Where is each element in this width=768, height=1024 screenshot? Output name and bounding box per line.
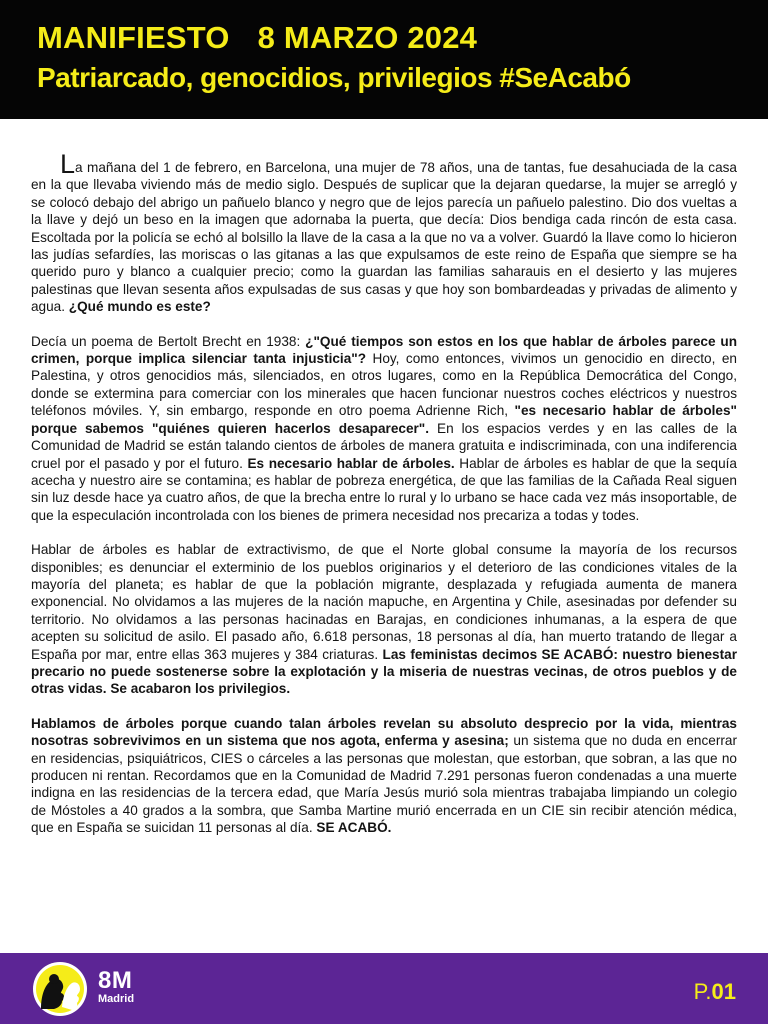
bold-text-run: ¿"Qué tiempos son estos en los que hablar de árboles parece un crimen, porque implica silenciar tanta injusticia"? bbox=[31, 333, 738, 367]
paragraph-1 bbox=[31, 149, 737, 316]
manifesto-title bbox=[37, 20, 477, 56]
text-run: a mañana del 1 de febrero, en Barcelona, una mujer de 78 años, una de tantas, fue desahuciada de la casa en la que llevaba viviendo más de medio siglo. Después de suplicar que la dejaran quedarse, la mujer se arregló y se colocó debajo del abrigo un pañuelo blanco y negro que de lejos parecía un pañuelo palestino. Dio dos vueltas a la llave y dejó un beso en la imagen que adornaba la puerta, que decía: Dios bendiga cada rincón de esta casa. Escoltada por la policía se echó al bolsillo la llave de la casa a la que no va a volver. Guardó la llave como lo hicieron las judías sefardíes, las moriscas o las gitanas a las que expulsamos de este reino de España que siempre se ha querido puro y blanco a cualquier precio; como la guardan las familias saharauis en el desierto y las mujeres palestinas que llevan sesenta años expulsadas de sus casas y que hoy son bombardeadas y privadas de alimento y agua. bbox=[31, 160, 737, 315]
header-banner bbox=[0, 0, 768, 119]
text-run: Decía un poema de Bertolt Brecht en 1938: bbox=[31, 333, 306, 349]
page-number bbox=[694, 979, 736, 1005]
logo-8m-madrid bbox=[98, 969, 134, 1005]
bold-text-run: Hablamos de árboles porque cuando talan árboles revelan su absoluto desprecio por la vida, mientras nosotras sobrevivimos en un sistema que nos agota, enferma y asesina; bbox=[31, 715, 737, 749]
paragraph-4 bbox=[31, 715, 737, 837]
logo-madrid-text: Madrid bbox=[98, 993, 135, 1005]
paragraph-3 bbox=[31, 541, 737, 698]
text-run: En los espacios verdes y en las calles de la Comunidad de Madrid se están talando cientos de árboles de manera gratuita e indiscriminada, con una indiferencia cruel por el pasado y por el futuro. bbox=[31, 420, 737, 471]
bold-text-run: SE ACABÓ. bbox=[316, 820, 392, 836]
paragraph-2 bbox=[31, 333, 737, 524]
text-run: un sistema que no duda en encerrar en residencias, psiquiátricos, CIES o cárceles a las personas que molestan, que estorban, que sobran, a las que no producen ni rentan. Recordamos que en la Comunidad de Madrid 7.291 personas fueron condenadas a una muerte indigna en las residencias de la tercera edad, que María Jesús murió sola mientras trabajaba limpiando un colegio de Móstoles a 40 grados a la sombra, que Samba Martine murió encerrada en un CIE sin recibir atención médica, que en España se suicidan 11 personas al día. bbox=[31, 733, 737, 836]
logo-8m-text: 8M bbox=[98, 967, 133, 994]
page-number-value: 01 bbox=[711, 979, 736, 1004]
bold-text-run: Es necesario hablar de árboles. bbox=[247, 455, 455, 471]
text-run: Hoy, como entonces, vivimos un genocidio en directo, en Palestina, y otros genocidios más, silenciados, en otros lugares, como en la República Democrática del Congo, donde se extermina para comerciar con los minerales que hacen funcionar nuestros coches eléctricos y nuestros teléfonos móviles. Y, sin embargo, responde en otro poema Adrienne Rich, bbox=[31, 351, 737, 419]
text-run: Hablar de árboles es hablar de extractivismo, de que el Norte global consume la mayoría de los recursos disponibles; es denunciar el exterminio de los pueblos originarios y el deterioro de las condiciones vitales de la mayoría del planeta; es hablar de que la población migrante, desplazada y refugiada aumenta de manera exponencial. No olvidamos a las mujeres de la nación mapuche, en Argentina y Chile, asesinadas por defender su territorio. No olvidamos a las personas hacinadas en Barajas, en condiciones inhumanas, a la espera de que acepten su solicitud de asilo. El pasado año, 6.618 personas, 18 personas al día, han muerto tratando de llegar a España por mar, entre ellas 363 mujeres y 384 criaturas. bbox=[31, 542, 737, 662]
feminist-silhouettes-logo-icon bbox=[32, 961, 88, 1017]
title-manifiesto: MANIFIESTO bbox=[37, 20, 230, 55]
bold-text-run: Las feministas decimos SE ACABÓ: nuestro bienestar precario no puede sostenerse sobre la explotación y la miseria de nuestras vecinas, de otros pueblos y de otras vidas. Se acabaron los privilegios. bbox=[31, 646, 737, 697]
page-prefix: P. bbox=[693, 979, 712, 1004]
manifesto-body bbox=[31, 149, 738, 854]
manifesto-subtitle: Patriarcado, genocidios, privilegios #SeAcabó bbox=[37, 62, 631, 93]
bold-text-run: "es necesario hablar de árboles" porque sabemos "quiénes quieren hacerlos desaparecer". bbox=[31, 403, 737, 436]
drop-cap-letter: L bbox=[60, 149, 76, 179]
text-run: Hablar de árboles es hablar de que la sequía acecha y nuestro aire se contamina; es hablar de pobreza energética, de que las familias de la Cañada Real siguen sin luz desde hace ya cuatro años, de que la brecha entre lo rural y lo urbano se hace cada vez más insoportable, de que la especulación incontrolada con los bienes de primera necesidad nos precariza a todas y todes. bbox=[31, 455, 737, 523]
bold-text-run: ¿Qué mundo es este? bbox=[68, 299, 211, 315]
title-date: 8 MARZO 2024 bbox=[257, 20, 478, 55]
